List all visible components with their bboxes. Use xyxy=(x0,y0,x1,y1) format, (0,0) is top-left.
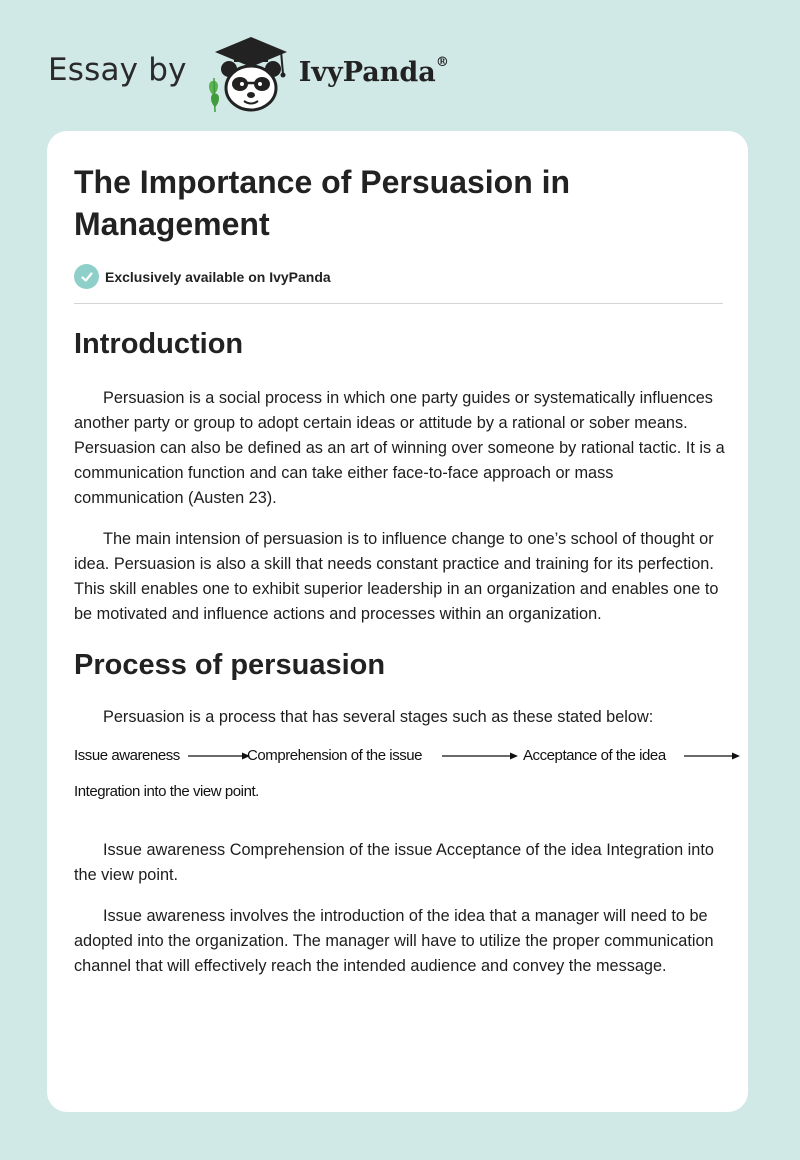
flow-step-comprehension: Comprehension of the issue xyxy=(247,747,423,764)
section-heading-introduction: Introduction xyxy=(74,328,244,360)
process-paragraph-1: Issue awareness Comprehension of the issue Acceptance of the idea Integration into the view point. xyxy=(74,841,714,884)
essay-card xyxy=(47,131,748,1112)
intro-paragraph-2: The main intension of persuasion is to influence change to one’s school of thought or idea. Persuasion is also a skill that needs constant practice and training for its perfection. This skill enables one to exhibit superior leadership in an organization and enables one to be motivated and influence actions and processes within an organization. xyxy=(74,530,719,623)
intro-paragraph-1: Persuasion is a social process in which one party guides or systematically influences another party or group to adopt certain ideas or attitude by a rational or sober means. Persuasion can also be defined as an art of winning over someone by rational tactic. It is a communication function and can take either face-to-face approach or mass communication (Austen 23). xyxy=(74,389,725,507)
title-divider xyxy=(74,303,723,304)
persuasion-flow-diagram xyxy=(74,740,726,838)
flow-step-acceptance: Acceptance of the idea xyxy=(523,747,666,764)
brand-header xyxy=(48,34,449,114)
flow-step-integration: Integration into the view point. xyxy=(74,783,259,800)
essay-body xyxy=(74,324,726,979)
section-heading-process: Process of persuasion xyxy=(74,649,386,681)
page-title: The Importance of Persuasion in Management xyxy=(74,164,571,242)
flow-step-issue-awareness: Issue awareness xyxy=(74,747,180,764)
flow-arrow-icon xyxy=(684,751,740,761)
brand-prefix: Essay by xyxy=(48,52,187,88)
registered-mark: ® xyxy=(435,54,449,70)
flow-arrow-icon xyxy=(188,751,250,761)
panda-logo-icon xyxy=(205,34,297,114)
exclusive-badge xyxy=(74,264,331,289)
exclusive-badge-label: Exclusively available on IvyPanda xyxy=(105,268,331,285)
flow-arrow-icon xyxy=(442,751,518,761)
brand-name xyxy=(298,54,449,88)
check-icon xyxy=(74,264,99,289)
process-intro-paragraph: Persuasion is a process that has several stages such as these stated below: xyxy=(103,708,654,726)
brand-name-text: IvyPanda xyxy=(298,56,436,88)
process-paragraph-2: Issue awareness involves the introduction of the idea that a manager will need to be adopted into the organization. The manager will have to utilize the proper communication channel that will effectively reach the intended audience and convey the message. xyxy=(74,907,714,975)
